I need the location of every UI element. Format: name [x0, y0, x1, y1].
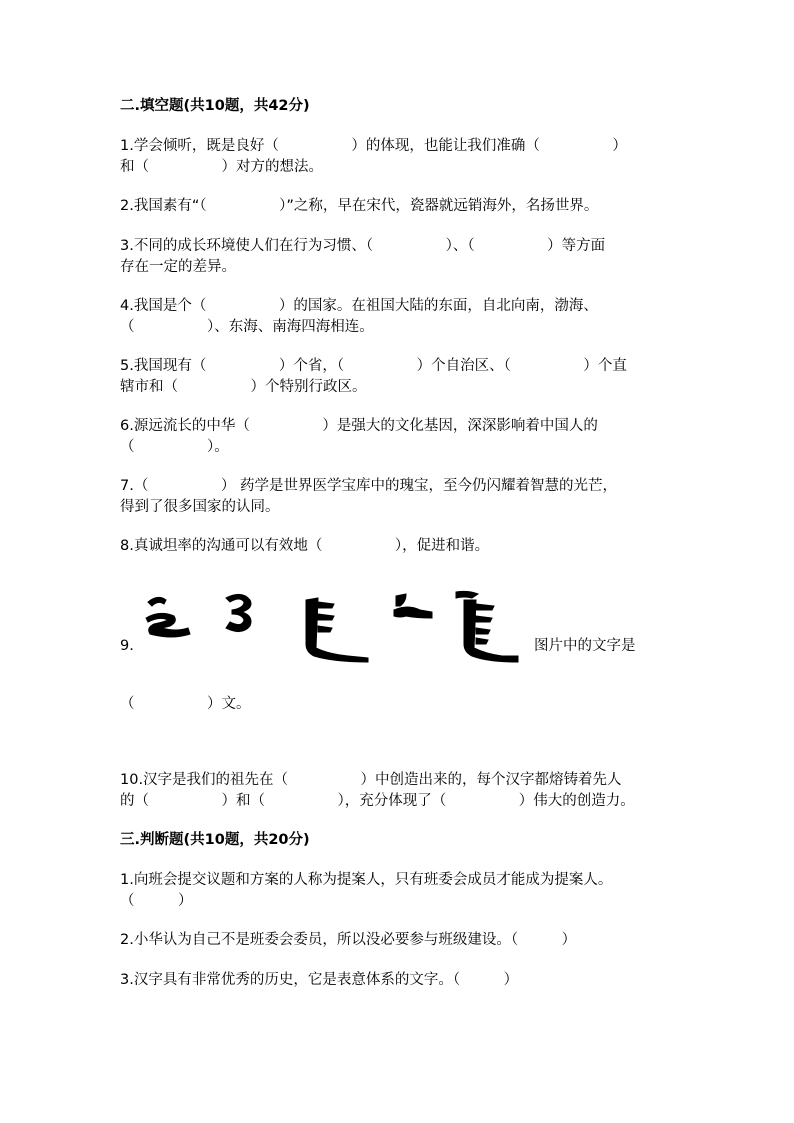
question-line: 6.源远流长的中华（ ）是强大的文化基因，深深影响着中国人的: [120, 418, 598, 434]
question-line: 3.汉字具有非常优秀的历史，它是表意体系的文字。（ ）: [120, 972, 519, 988]
image-caption: 图片中的文字是: [534, 638, 636, 654]
question-line: 得到了很多国家的认同。: [120, 499, 280, 515]
question-line: 1.学会倾听，既是良好（ ）的体现，也能让我们准确（ ）: [120, 138, 627, 154]
question-line: （ ）文。: [120, 696, 251, 712]
judge-question-3: [120, 970, 690, 991]
question-line: 7.（ ） 药学是世界医学宝库中的瑰宝，至今仍闪耀着智慧的光芒，: [120, 478, 617, 494]
fill-question-2: [120, 196, 690, 217]
question-line: 2.小华认为自己不是班委会委员，所以没必要参与班级建设。（ ）: [120, 932, 577, 948]
question-line: 和（ ）对方的想法。: [120, 159, 323, 175]
question-line: （ ）、东海、南海四海相连。: [120, 319, 374, 335]
judge-question-2: [120, 930, 690, 951]
question-line: 的（ ）和（ ），充分体现了（ ）伟大的创造力。: [120, 793, 635, 809]
fill-question-9: [120, 588, 680, 668]
fill-question-1: [120, 136, 690, 178]
fill-question-9-answer: [120, 694, 690, 715]
question-line: 1.向班会提交议题和方案的人称为提案人，只有班委会成员才能成为提案人。: [120, 872, 613, 888]
question-number: 9.: [120, 638, 134, 654]
section2-heading: 二.填空题(共10题，共42分): [120, 98, 310, 114]
question-line: 3.不同的成长环境使人们在行为习惯、（ ）、（ ）等方面: [120, 238, 606, 254]
fill-question-7: [120, 476, 690, 518]
mongolian-script-image: [138, 588, 528, 668]
fill-question-8: [120, 536, 690, 557]
fill-question-6: [120, 416, 690, 458]
question-line: 8.真诚坦率的沟通可以有效地（ ），促进和谐。: [120, 538, 490, 554]
question-line: （ ）: [120, 893, 193, 909]
fill-question-10: [120, 770, 690, 812]
question-line: 辖市和（ ）个特别行政区。: [120, 379, 367, 395]
fill-question-4: [120, 296, 690, 338]
question-line: 存在一定的差异。: [120, 259, 236, 275]
section3-heading: 三.判断题(共10题，共20分): [120, 832, 310, 848]
fill-question-3: [120, 236, 690, 278]
question-line: 10.汉字是我们的祖先在（ ）中创造出来的，每个汉字都熔铸着先人: [120, 772, 622, 788]
fill-question-5: [120, 356, 690, 398]
question-line: 2.我国素有“（ ）”之称，早在宋代，瓷器就远销海外，名扬世界。: [120, 198, 599, 214]
question-line: 4.我国是个（ ）的国家。在祖国大陆的东面，自北向南，渤海、: [120, 298, 598, 314]
question-line: 5.我国现有（ ）个省，（ ）个自治区、（ ）个直: [120, 358, 627, 374]
judge-question-1: [120, 870, 690, 912]
question-line: （ ）。: [120, 439, 229, 455]
